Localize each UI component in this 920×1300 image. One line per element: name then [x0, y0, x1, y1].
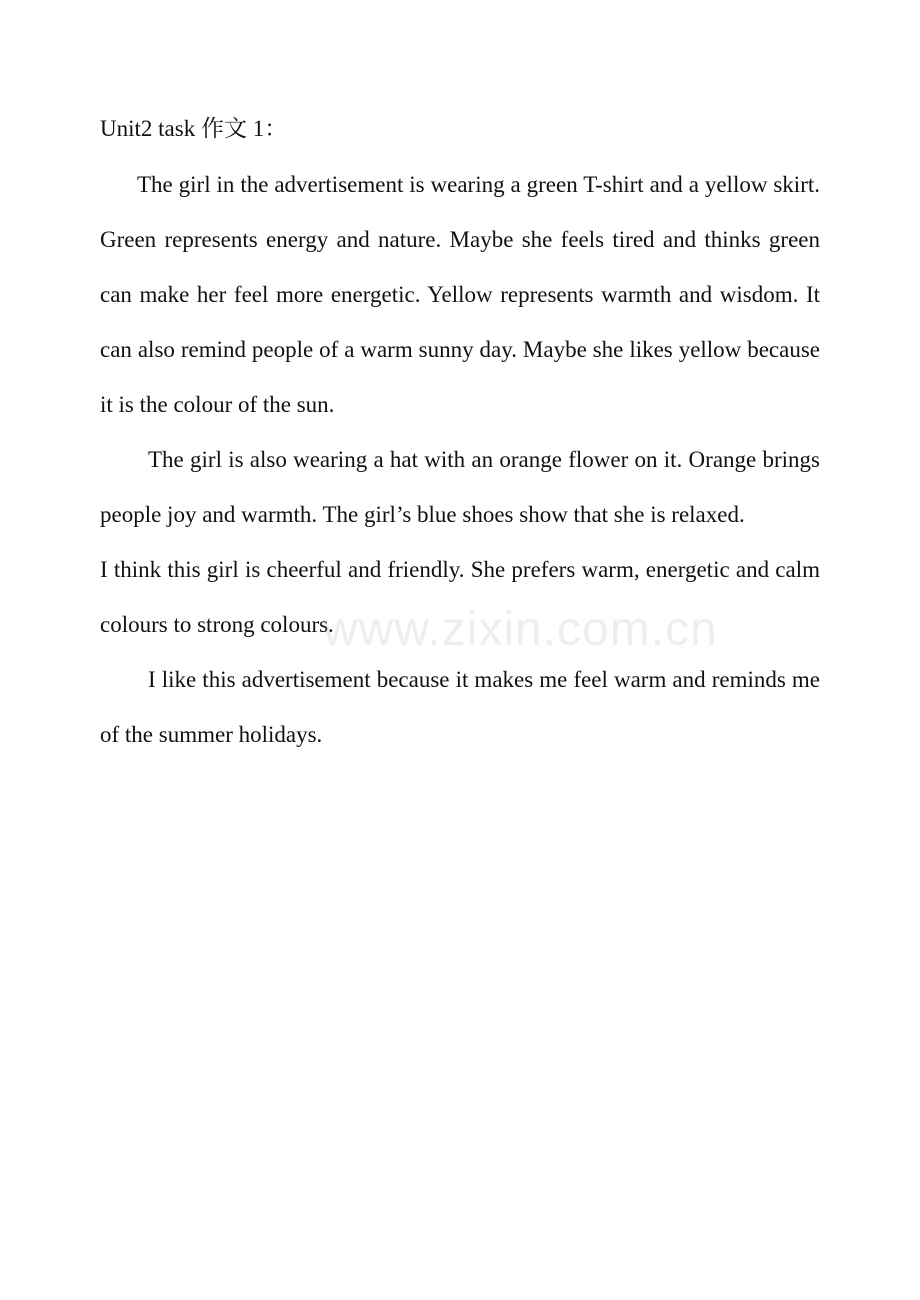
document-heading: Unit2 task 作文 1： [100, 116, 288, 141]
paragraph-3: I think this girl is cheerful and friendly. She prefers warm, energetic and calm colours to strong colours. [100, 557, 820, 637]
paragraph-1: The girl in the advertisement is wearing a green T-shirt and a yellow skirt. Green represents energy and nature. Maybe she feels tired and thinks green can make her feel more energetic. Yellow represents warmth and wisdom. It can also remind people of a warm sunny day. Maybe she likes yellow because it is the colour of the sun. [100, 172, 820, 417]
watermark: www.zixin.com.cn [323, 603, 718, 656]
paragraph-4: I like this advertisement because it makes me feel warm and reminds me of the summer holidays. [100, 667, 820, 747]
document-body [100, 157, 820, 762]
paragraph-2: The girl is also wearing a hat with an orange flower on it. Orange brings people joy and warmth. The girl’s blue shoes show that she is relaxed. [100, 447, 820, 527]
